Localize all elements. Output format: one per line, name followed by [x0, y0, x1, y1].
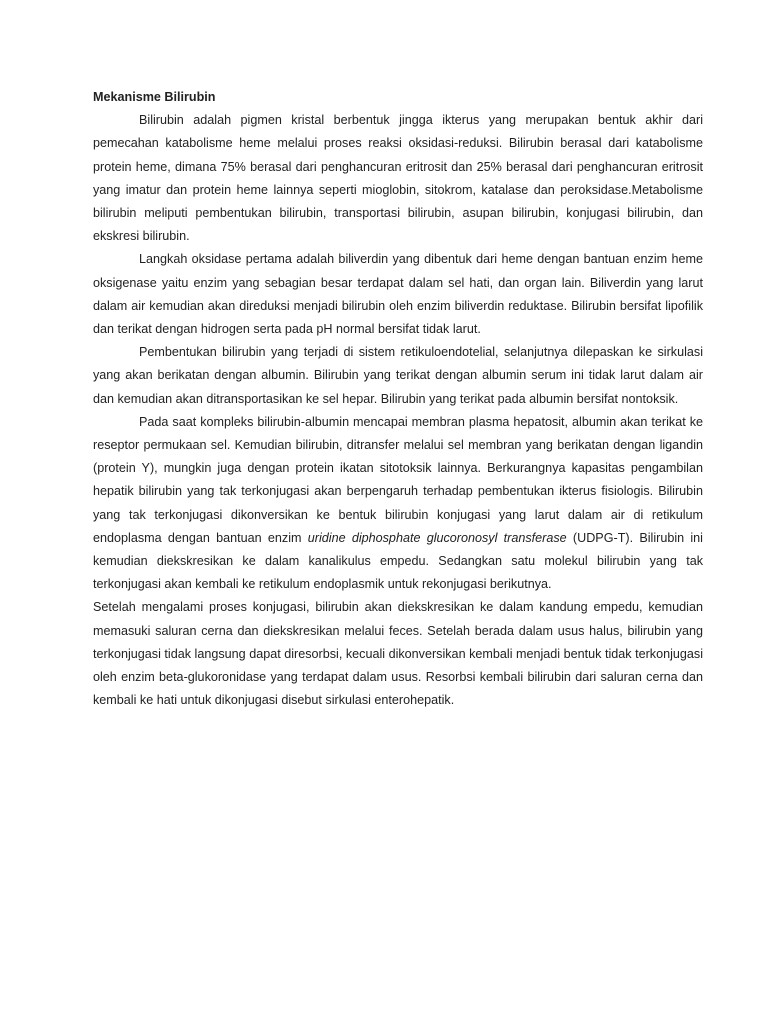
paragraph-3: Pembentukan bilirubin yang terjadi di sistem retikuloendotelial, selanjutnya dilepaskan ke sirkulasi yang akan berikatan dengan albumin. Bilirubin yang terikat dengan albumin serum ini tidak larut dalam air dan kemudian akan ditransportasikan ke sel hepar. Bilirubin yang terikat pada albumin bersifat nontoksik. [93, 345, 703, 406]
paragraph-4 [93, 411, 703, 597]
section-heading: Mekanisme Bilirubin [93, 90, 216, 104]
paragraph-4-text-a: Pada saat kompleks bilirubin-albumin mencapai membran plasma hepatosit, albumin akan terikat ke reseptor permukaan sel. Kemudian bilirubin, ditransfer melalui sel membran yang berikatan dengan ligandin (protein Y), mungkin juga dengan protein ikatan sitotoksik lainnya. Berkurangnya kapasitas pengambilan hepatik bilirubin yang tak terkonjugasi akan berpengaruh terhadap pembentukan ikterus fisiologis. Bilirubin yang tak terkonjugasi dikonversikan ke bentuk bilirubin konjugasi yang larut dalam air di retikulum endoplasma dengan bantuan enzim [93, 414, 703, 545]
paragraph-5: Setelah mengalami proses konjugasi, bilirubin akan diekskresikan ke dalam kandung empedu, kemudian memasuki saluran cerna dan diekskresikan melalui feces. Setelah berada dalam usus halus, bilirubin yang terkonjugasi tidak langsung dapat diresorbsi, kecuali dikonversikan kembali menjadi bentuk tidak terkonjugasi oleh enzim beta-glukoronidase yang terdapat dalam usus. Resorbsi kembali bilirubin dari saluran cerna dan kembali ke hati untuk dikonjugasi disebut sirkulasi enterohepatik. [93, 600, 703, 708]
document-page [93, 86, 703, 712]
paragraph-2: Langkah oksidase pertama adalah biliverdin yang dibentuk dari heme dengan bantuan enzim heme oksigenase yaitu enzim yang sebagian besar terdapat dalam sel hati, dan organ lain. Biliverdin yang larut dalam air kemudian akan direduksi menjadi bilirubin oleh enzim biliverdin reduktase. Bilirubin bersifat lipofilik dan terikat dengan hidrogen serta pada pH normal bersifat tidak larut. [93, 252, 703, 337]
paragraph-4-text-b: (UDPG-T). Bilirubin ini kemudian diekskresikan ke dalam kanalikulus empedu. Sedangkan satu molekul bilirubin yang tak terkonjugasi akan kembali ke retikulum endoplasmik untuk rekonjugasi berikutnya. [93, 530, 703, 592]
enzyme-name-italic: uridine diphosphate glucoronosyl transferase [307, 530, 567, 545]
paragraph-1: Bilirubin adalah pigmen kristal berbentuk jingga ikterus yang merupakan bentuk akhir dari pemecahan katabolisme heme melalui proses reaksi oksidasi-reduksi. Bilirubin berasal dari katabolisme protein heme, dimana 75% berasal dari penghancuran eritrosit dan 25% berasal dari penghancuran eritrosit yang imatur dan protein heme lainnya seperti mioglobin, sitokrom, katalase dan peroksidase.Metabolisme bilirubin meliputi pembentukan bilirubin, transportasi bilirubin, asupan bilirubin, konjugasi bilirubin, dan ekskresi bilirubin. [93, 113, 703, 244]
